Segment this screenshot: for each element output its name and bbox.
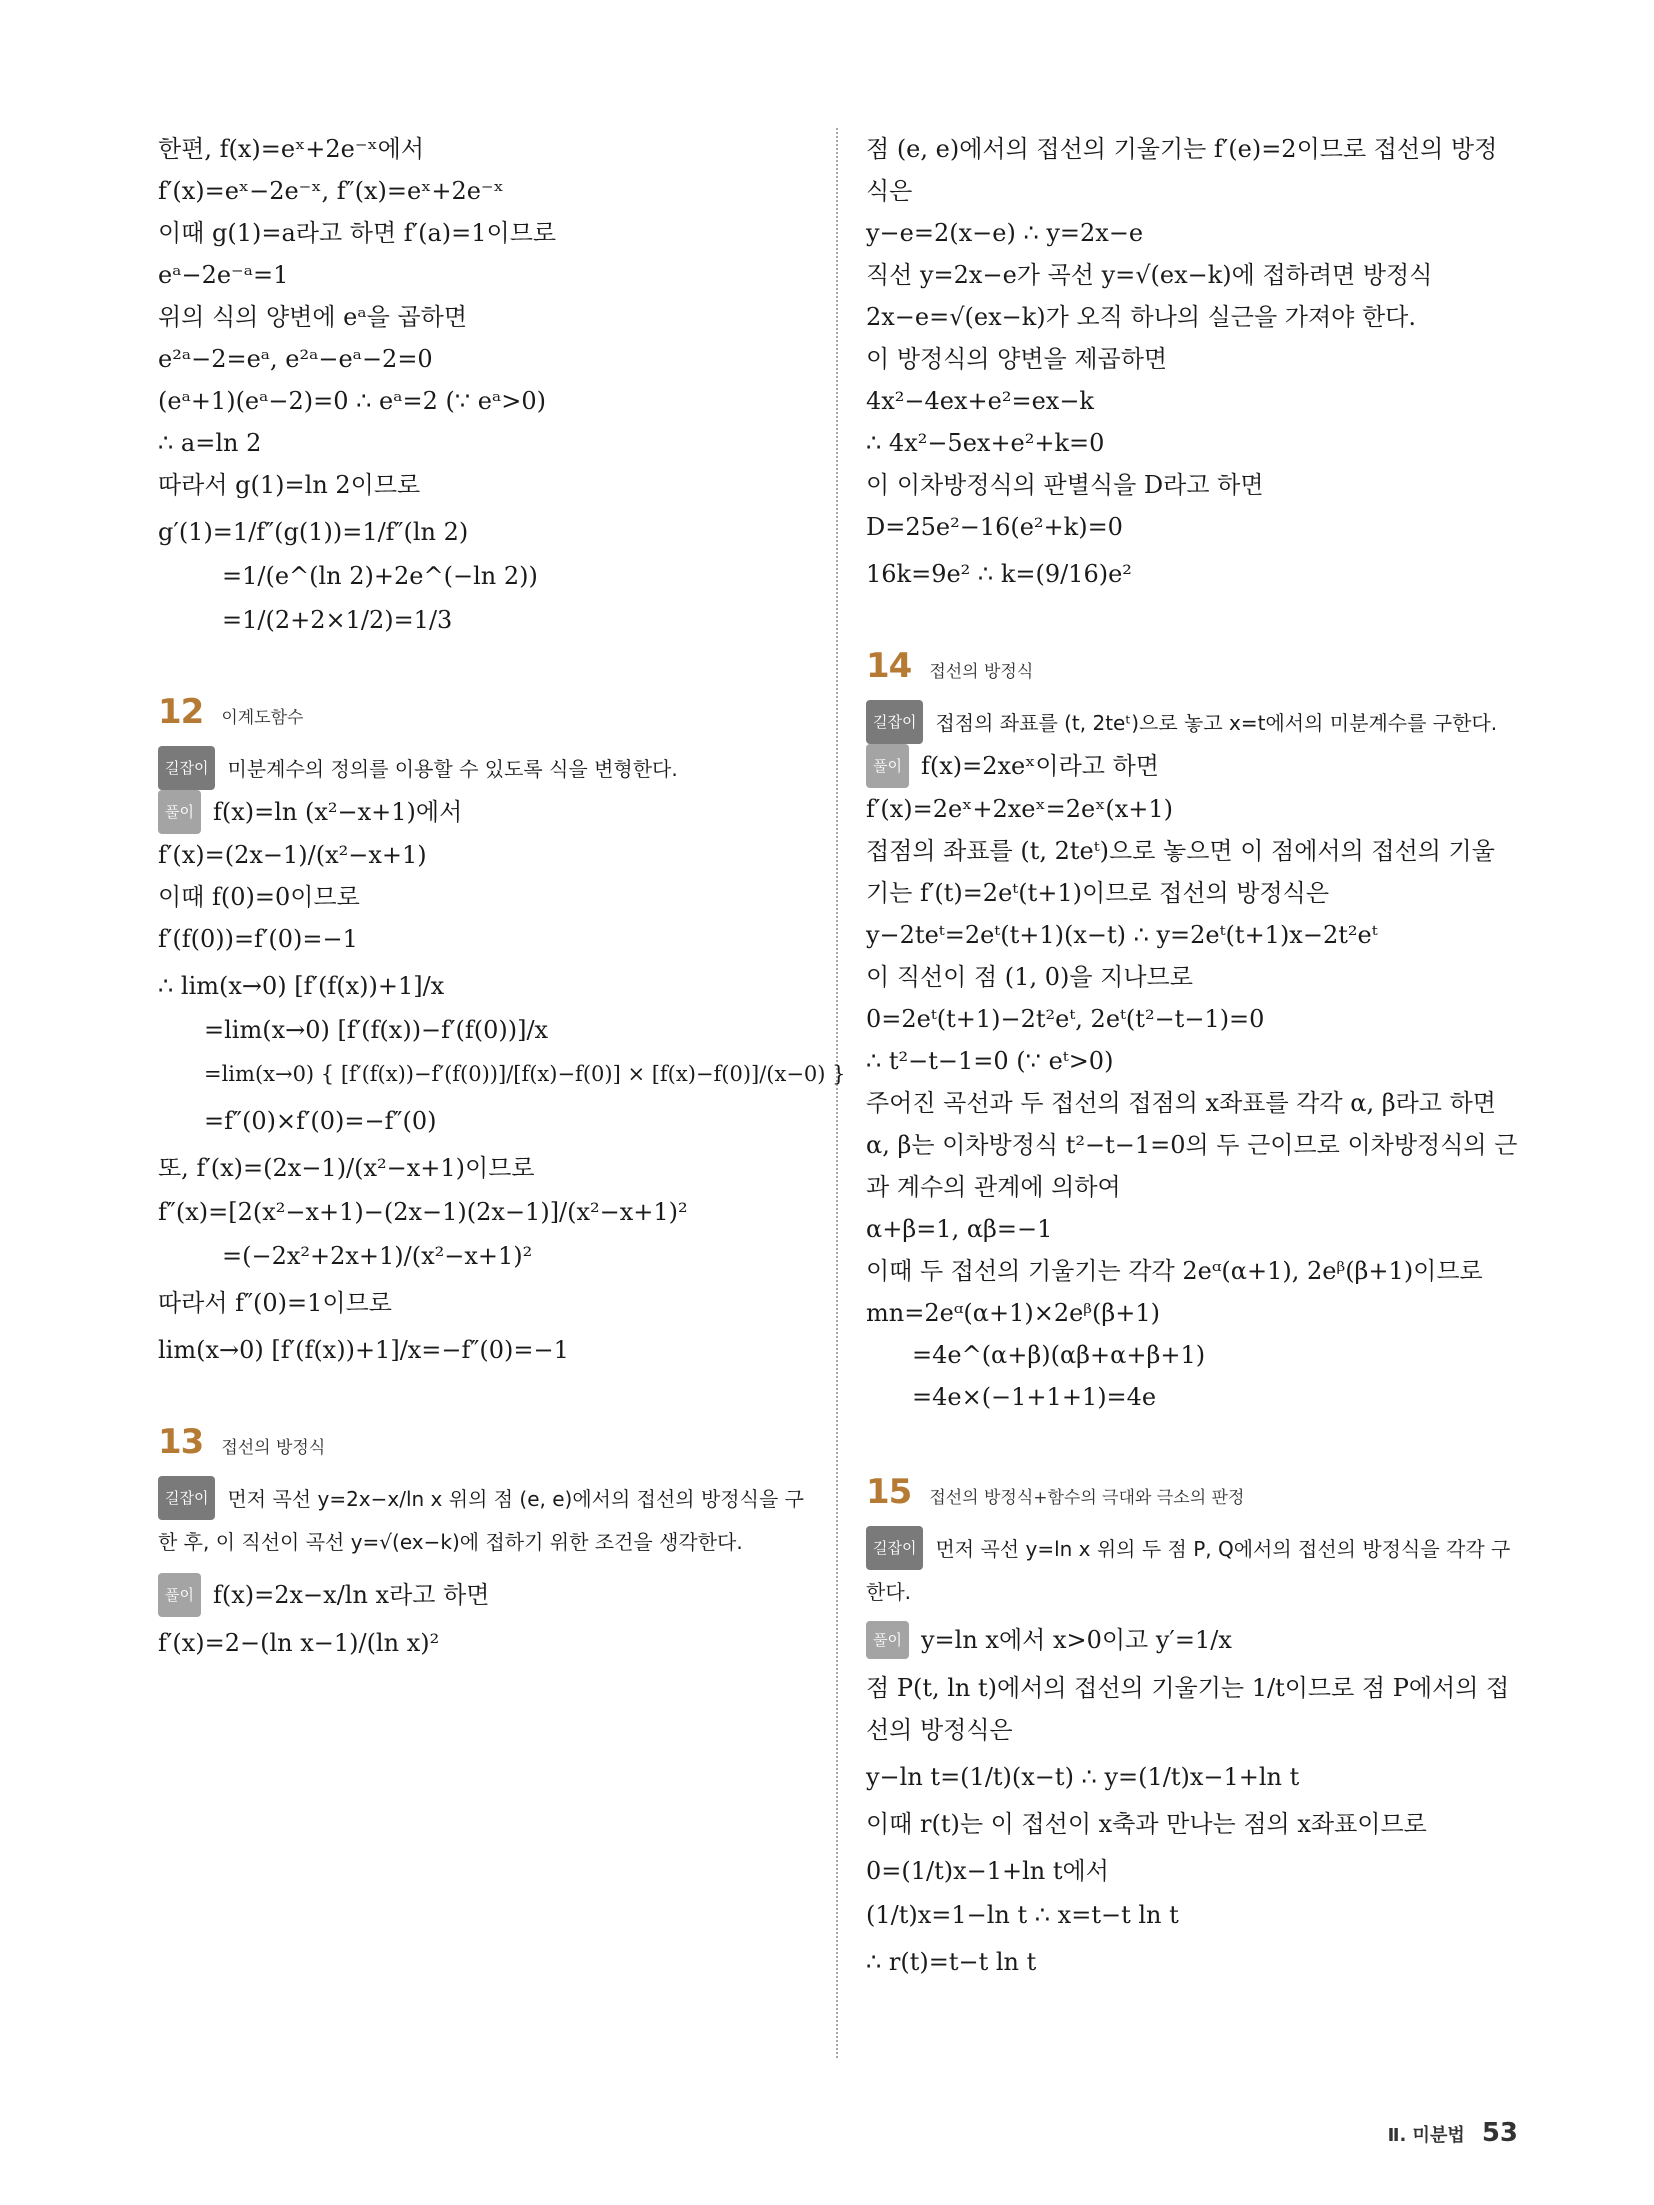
solution-tag: 풀이: [866, 744, 909, 788]
problem-number: 13: [158, 1422, 204, 1462]
math-line: lim(x→0) [f′(f(x))+1]/x=−f″(0)=−1: [158, 1336, 569, 1364]
column-divider: [836, 128, 838, 2058]
guide-text: 먼저 곡선 y=ln x 위의 두 점 P, Q에서의 접선의 방정식을 각각 구한다.: [866, 1537, 1511, 1604]
math-line: y−2teᵗ=2eᵗ(t+1)(x−t) ∴ y=2eᵗ(t+1)x−2t²eᵗ: [866, 921, 1378, 949]
math-line: 접점의 좌표를 (t, 2teᵗ)으로 놓으면 이 점에서의 접선의 기울기는 f′(t)=2eᵗ(t+1)이므로 접선의 방정식은: [866, 837, 1495, 907]
problem-number: 14: [866, 646, 912, 686]
guide-line: [866, 1526, 1518, 1613]
problem-topic: 접선의 방정식: [221, 1438, 326, 1458]
math-line: =lim(x→0) [f′(f(x))−f′(f(0))]/x: [204, 1016, 549, 1044]
math-line: e²ᵃ−2=eᵃ, e²ᵃ−eᵃ−2=0: [158, 345, 433, 373]
math-line: =lim(x→0) { [f′(f(x))−f′(f(0))]/[f(x)−f(0)] × [f(x)−f(0)]/(x−0) }: [204, 1062, 846, 1086]
solution-start: [158, 790, 808, 834]
math-line: 0=2eᵗ(t+1)−2t²eᵗ, 2eᵗ(t²−t−1)=0: [866, 1005, 1265, 1033]
math-line: ∴ lim(x→0) [f′(f(x))+1]/x: [158, 972, 445, 1000]
math-line: f′(f(0))=f′(0)=−1: [158, 925, 358, 953]
math-line: 이때 두 접선의 기울기는 각각 2eᵅ(α+1), 2eᵝ(β+1)이므로: [866, 1257, 1483, 1285]
math-line: 주어진 곡선과 두 접선의 접점의 x좌표를 각각 α, β라고 하면 α, β는 이차방정식 t²−t−1=0의 두 근이므로 이차방정식의 근과 계수의 관계에 의하여: [866, 1089, 1518, 1201]
right-column: [866, 128, 1518, 1983]
math-line: =f″(0)×f′(0)=−f″(0): [204, 1107, 437, 1135]
section-header: [158, 1422, 808, 1462]
math-line: =1/(2+2×1/2)=1/3: [222, 606, 453, 634]
problem-topic: 접선의 방정식: [929, 662, 1034, 682]
section-header: [866, 1472, 1518, 1512]
math-line: (1/t)x=1−ln t ∴ x=t−t ln t: [866, 1901, 1179, 1929]
math-line: 점 (e, e)에서의 접선의 기울기는 f′(e)=2이므로 접선의 방정식은: [866, 135, 1498, 205]
guide-line: [158, 746, 808, 790]
math-line: 따라서 g(1)=ln 2이므로: [158, 471, 421, 499]
problem-12: [158, 692, 846, 1368]
math-line: mn=2eᵅ(α+1)×2eᵝ(β+1): [866, 1299, 1160, 1327]
chapter-label: Ⅱ. 미분법: [1387, 2125, 1465, 2146]
solution-tag: 풀이: [158, 1573, 201, 1617]
math-line: α+β=1, αβ=−1: [866, 1215, 1053, 1243]
math-line: y=ln x에서 x>0이고 y′=1/x: [920, 1626, 1232, 1654]
section-header: [866, 646, 1518, 686]
problem-13: [158, 1422, 808, 1661]
math-line: f″(x)=[2(x²−x+1)−(2x−1)(2x−1)]/(x²−x+1)²: [158, 1198, 688, 1226]
math-line: 직선 y=2x−e가 곡선 y=√(ex−k)에 접하려면 방정식: [866, 261, 1433, 289]
guide-text: 먼저 곡선 y=2x−x/ln x 위의 점 (e, e)에서의 접선의 방정식을 구한 후, 이 직선이 곡선 y=√(ex−k)에 접하기 위한 조건을 생각한다.: [158, 1487, 804, 1554]
math-line: ∴ 4x²−5ex+e²+k=0: [866, 429, 1105, 457]
solution-start: [866, 1621, 1518, 1659]
guide-text: 미분계수의 정의를 이용할 수 있도록 식을 변형한다.: [227, 757, 678, 781]
guide-line: [866, 700, 1518, 744]
solution-start: [866, 744, 1518, 788]
problem-13-continued: [866, 128, 1518, 592]
math-line: f′(x)=2eˣ+2xeˣ=2eˣ(x+1): [866, 795, 1174, 823]
problem-14: [866, 646, 1518, 1418]
guide-tag: 길잡이: [866, 700, 923, 744]
math-line: 4x²−4ex+e²=ex−k: [866, 387, 1094, 415]
math-line: (eᵃ+1)(eᵃ−2)=0 ∴ eᵃ=2 (∵ eᵃ>0): [158, 387, 546, 415]
math-line: 이때 g(1)=a라고 하면 f′(a)=1이므로: [158, 219, 557, 247]
math-line: =1/(e^(ln 2)+2e^(−ln 2)): [222, 562, 538, 590]
math-line: f′(x)=2−(ln x−1)/(ln x)²: [158, 1629, 440, 1657]
math-line: y−ln t=(1/t)(x−t) ∴ y=(1/t)x−1+ln t: [866, 1763, 1300, 1791]
math-line: f(x)=ln (x²−x+1)에서: [212, 798, 463, 826]
section-header: [158, 692, 808, 732]
problem-topic: 이계도함수: [221, 708, 304, 728]
math-line: 따라서 f″(0)=1이므로: [158, 1289, 392, 1317]
math-line: 이 이차방정식의 판별식을 D라고 하면: [866, 471, 1264, 499]
math-line: 이 방정식의 양변을 제곱하면: [866, 345, 1168, 373]
problem-15: [866, 1472, 1518, 1983]
math-line: D=25e²−16(e²+k)=0: [866, 513, 1123, 541]
math-line: ∴ a=ln 2: [158, 429, 262, 457]
guide-tag: 길잡이: [866, 1526, 923, 1570]
solution-tag: 풀이: [866, 1621, 909, 1659]
math-line: =(−2x²+2x+1)/(x²−x+1)²: [222, 1242, 533, 1270]
math-line: 또, f′(x)=(2x−1)/(x²−x+1)이므로: [158, 1154, 535, 1182]
math-line: eᵃ−2e⁻ᵃ=1: [158, 261, 289, 289]
math-line: =4e×(−1+1+1)=4e: [912, 1383, 1157, 1411]
math-line: y−e=2(x−e) ∴ y=2x−e: [866, 219, 1144, 247]
guide-text: 접점의 좌표를 (t, 2teᵗ)으로 놓고 x=t에서의 미분계수를 구한다.: [935, 711, 1498, 735]
solution-tag: 풀이: [158, 790, 201, 834]
math-line: f′(x)=(2x−1)/(x²−x+1): [158, 841, 427, 869]
math-line: =4e^(α+β)(αβ+α+β+1): [912, 1341, 1206, 1369]
problem-number: 12: [158, 692, 204, 732]
math-line: 2x−e=√(ex−k)가 오직 하나의 실근을 가져야 한다.: [866, 303, 1416, 331]
problem-topic: 접선의 방정식+함수의 극대와 극소의 판정: [929, 1488, 1245, 1508]
guide-tag: 길잡이: [158, 746, 215, 790]
math-line: 16k=9e² ∴ k=(9/16)e²: [866, 560, 1132, 588]
math-line: ∴ r(t)=t−t ln t: [866, 1948, 1037, 1976]
math-line: 이때 r(t)는 이 접선이 x축과 만나는 점의 x좌표이므로: [866, 1810, 1427, 1838]
math-line: 이 직선이 점 (1, 0)을 지나므로: [866, 963, 1193, 991]
math-line: 한편, f(x)=eˣ+2e⁻ˣ에서: [158, 135, 425, 163]
guide-line: [158, 1476, 808, 1563]
page-number: 53: [1481, 2118, 1518, 2148]
math-line: f′(x)=eˣ−2e⁻ˣ, f″(x)=eˣ+2e⁻ˣ: [158, 177, 504, 205]
math-line: 위의 식의 양변에 eᵃ을 곱하면: [158, 303, 467, 331]
solution-start: [158, 1573, 808, 1617]
guide-tag: 길잡이: [158, 1476, 215, 1520]
page-footer: [1388, 2118, 1518, 2148]
math-line: ∴ t²−t−1=0 (∵ eᵗ>0): [866, 1047, 1114, 1075]
intro-block: [158, 128, 808, 638]
math-line: f(x)=2xeˣ이라고 하면: [920, 752, 1159, 780]
math-line: 이때 f(0)=0이므로: [158, 883, 360, 911]
problem-number: 15: [866, 1472, 912, 1512]
math-line: f(x)=2x−x/ln x라고 하면: [212, 1581, 490, 1609]
math-line: g′(1)=1/f″(g(1))=1/f″(ln 2): [158, 518, 469, 546]
left-column: [158, 128, 846, 1669]
math-line: 0=(1/t)x−1+ln t에서: [866, 1857, 1109, 1885]
math-line: 점 P(t, ln t)에서의 접선의 기울기는 1/t이므로 점 P에서의 접선의 방정식은: [866, 1674, 1510, 1744]
